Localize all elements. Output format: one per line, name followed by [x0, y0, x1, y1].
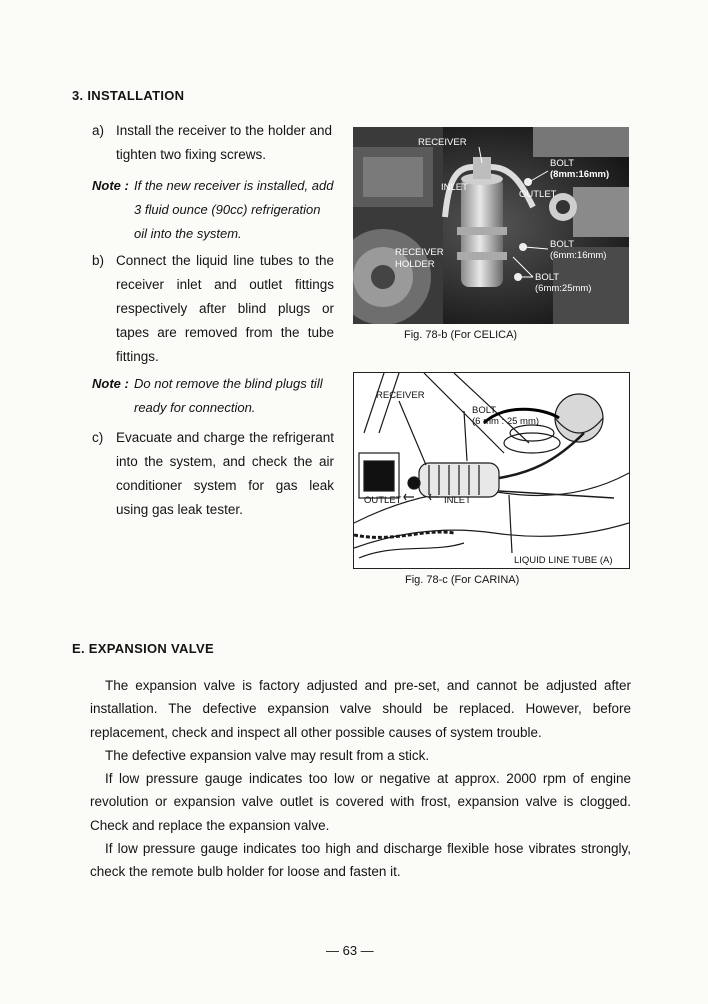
note-1-text: If the new receiver is installed, add 3 fluid ounce (90cc) refrigeration oil into the system. [134, 178, 334, 241]
figure-78b-photo [353, 127, 629, 324]
fig-78c-label-outlet: OUTLET [364, 495, 402, 506]
page-number: — 63 — [326, 943, 374, 958]
fig-78c-label-bolt-b: (6 mm : 25 mm) [472, 416, 540, 427]
figure-78c-drawing [353, 372, 630, 569]
fig-78b-label-bolt3-b: (6mm:25mm) [535, 283, 592, 294]
fig-78c-label-liquid-line-tube: LIQUID LINE TUBE (A) [514, 555, 613, 566]
fig-78b-label-bolt2-b: (6mm:16mm) [550, 250, 607, 261]
step-a [92, 119, 332, 167]
fig-78c-label-bolt-a: BOLT [472, 405, 497, 416]
section-3-heading: 3. INSTALLATION [72, 88, 185, 103]
paragraph-4: If low pressure gauge indicates too high and discharge flexible hose vibrates strongly, check the remote bulb holder for loose and fasten it. [90, 841, 631, 880]
paragraph-3: If low pressure gauge indicates too low or negative at approx. 2000 rpm of engine revolution or expansion valve outlet is covered with frost, expansion valve is clogged. Check and replace the expansion valve. [90, 771, 631, 833]
note-blind-plugs [92, 372, 338, 420]
fig-78b-label-bolt3-a: BOLT [535, 272, 560, 283]
expansion-valve-text [90, 674, 631, 884]
step-c-label: c) [92, 430, 104, 445]
step-b-text: Connect the liquid line tubes to the receiver inlet and outlet fittings respectively after blind plugs or tapes are removed from the tube fittings. [116, 253, 334, 364]
section-e-heading: E. EXPANSION VALVE [72, 641, 214, 656]
fig-78c-label-receiver: RECEIVER [376, 390, 425, 401]
fig-78b-label-bolt2-a: BOLT [550, 239, 575, 250]
step-c [92, 426, 334, 522]
figure-78c-illustration [354, 373, 629, 568]
paragraph-1: The expansion valve is factory adjusted and pre-set, and cannot be adjusted after installation. The defective expansion valve should be replaced. However, before replacement, check and inspect all other possible causes of system trouble. [90, 678, 631, 740]
step-a-label: a) [92, 123, 105, 138]
step-a-text: Install the receiver to the holder and tighten two fixing screws. [116, 123, 332, 162]
figure-78b-illustration [353, 127, 629, 324]
figure-78c-caption: Fig. 78-c (For CARINA) [405, 574, 520, 586]
fig-78b-label-bolt1-b: (8mm:16mm) [550, 169, 610, 180]
paragraph-2: The defective expansion valve may result from a stick. [105, 747, 430, 763]
note-2-text: Do not remove the blind plugs till ready for connection. [134, 376, 323, 415]
fig-78b-label-inlet: INLET [441, 182, 468, 193]
figure-78b-caption: Fig. 78-b (For CELICA) [404, 329, 518, 341]
fig-78b-label-bolt1-a: BOLT [550, 158, 575, 169]
fig-78b-label-receiver-holder-1: RECEIVER [395, 247, 444, 258]
note-2-label: Note : [92, 376, 129, 391]
step-b [92, 249, 334, 369]
fig-78c-label-inlet: INLET [444, 495, 471, 506]
step-c-text: Evacuate and charge the refrigerant into the system, and check the air conditioner system for gas leak using gas leak tester. [116, 430, 334, 517]
fig-78b-label-receiver-holder-2: HOLDER [395, 259, 435, 270]
note-1-label: Note : [92, 178, 129, 193]
fig-78b-label-receiver: RECEIVER [418, 137, 467, 148]
fig-78b-label-outlet: OUTLET [519, 189, 557, 200]
note-new-receiver [92, 174, 336, 246]
step-b-label: b) [92, 253, 105, 268]
